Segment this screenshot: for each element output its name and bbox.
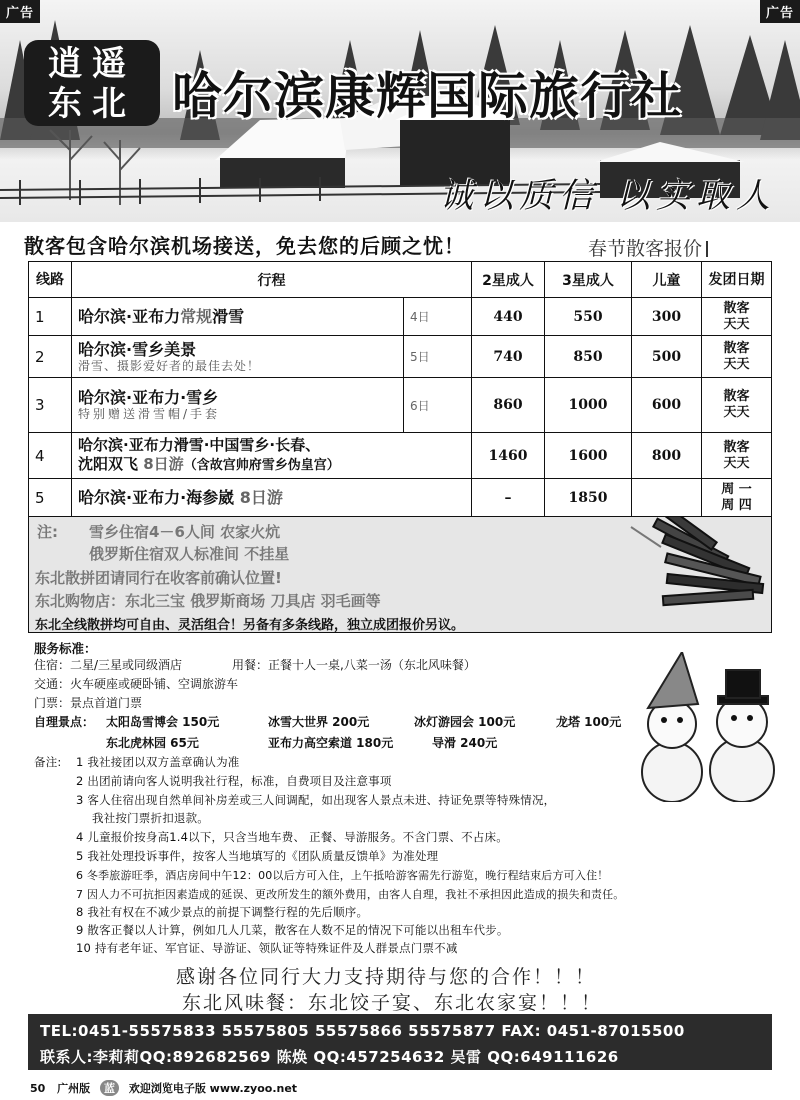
row-departure [702,378,772,433]
route-part: 沈阳双飞 [78,455,139,473]
remark-item: 9 散客正餐以人计算，例如几人几菜，散客在人数不足的情况下可能以出租车代步。 [76,923,509,937]
table-row [29,433,772,479]
ad-label-left: 广告 [0,0,40,23]
row-num: 1 [29,298,72,336]
row-days: 6日 [404,378,472,433]
notes-label: 注: [37,523,58,541]
notes-line: 雪乡住宿4－6人间 农家火炕 [89,523,281,541]
dep-line: 周 四 [721,497,752,513]
header-star3: 3星成人 [545,262,632,298]
remark-item: 7 因人力不可抗拒因素造成的延误、更改所发生的额外费用，由客人自理，我社不承担因此造成的损失和责任。 [76,888,625,901]
row-child: 600 [632,378,702,433]
firecracker-icon [621,517,771,633]
notes-line: 东北购物店：东北三宝 俄罗斯商场 刀具店 羽毛画等 [35,592,381,610]
route-part: 哈尔滨·亚布力 [78,307,181,326]
remarks-label: 备注: [34,755,62,769]
ad-label-right: 广告 [760,0,800,23]
service-self-label: 自理景点： [34,715,95,729]
service-title: 服务标准： [34,641,97,656]
route-price-table [28,261,772,517]
service-tickets: 门票：景点首道门票 [34,696,143,710]
route-sub: 特别赠送滑雪帽/手套 [78,407,221,421]
footer-tel: TEL:0451-55575833 55575805 55575866 55575877 FAX: 0451-87015500 [40,1022,685,1040]
table-row [29,336,772,378]
notes-line: 东北全线散拼均可自由、灵活组合！另备有多条线路，独立成团报价另议。 [35,618,465,633]
hero-banner [0,0,800,222]
notes-line: 东北散拼团请同行在收客前确认位置! [35,569,282,587]
row-star3: 1000 [545,378,632,433]
dep-line: 天天 [723,455,750,471]
logo-line1: 逍遥 [48,44,136,84]
row-star2: 740 [472,336,545,378]
page-number: 50 [30,1082,46,1095]
food-line: 东北风味餐：东北饺子宴、东北农家宴！！！ [182,992,603,1014]
dep-line: 天天 [723,356,750,372]
row-star3: 850 [545,336,632,378]
self-item: 导滑 240元 [432,736,498,750]
route-part: 滑雪 [212,307,245,326]
table-row [29,479,772,517]
dep-line: 天天 [723,405,750,420]
route-part: 8日游 [143,455,184,473]
remark-item: 10 持有老年证、军官证、导游证、领队证等特殊证件及人群景点门票不减 [76,941,458,955]
remark-item: 5 我社处理投诉事件，按客人当地填写的《团队质量反馈单》为准处理 [76,849,439,863]
row-departure [702,336,772,378]
logo-badge [24,40,160,126]
service-meal: 用餐：正餐十人一桌,八菜一汤（东北风味餐） [232,658,476,672]
row-route [72,336,404,378]
self-item: 太阳岛雪博会 150元 [106,715,220,729]
remark-item: 2 出团前请向客人说明我社行程，标准，自费项目及注意事项 [76,774,392,788]
row-child: 500 [632,336,702,378]
route-main: 哈尔滨·雪乡美景 [78,339,197,359]
row-num: 3 [29,378,72,433]
route-main: 哈尔滨·亚布力·雪乡 [78,388,219,407]
header-child: 儿童 [632,262,702,298]
row-route [72,433,472,479]
self-item: 东北虎林园 65元 [106,736,199,750]
row-star2: 860 [472,378,545,433]
slogan: 诚以质信 以实取人 [439,176,776,216]
row-star3: 1600 [545,433,632,479]
route-part: 哈尔滨·亚布力·海参崴 [78,488,235,507]
self-item: 亚布力高空索道 180元 [268,736,394,750]
contact-footer [28,1014,772,1070]
notes-line: 俄罗斯住宿双人标准间 不挂星 [89,545,290,563]
page-site: 欢迎浏览电子版 www.zyoo.net [128,1082,298,1095]
table-header-row [29,262,772,298]
row-child [632,479,702,517]
table-row [29,298,772,336]
header-star2: 2星成人 [472,262,545,298]
price-label [588,234,708,261]
row-star3: 1850 [545,479,632,517]
row-child: 800 [632,433,702,479]
service-stay: 住宿：二星/三星或同级酒店 [34,658,183,672]
table-row [29,378,772,433]
self-item: 龙塔 100元 [556,715,622,729]
route-sub: 滑雪、摄影爱好者的最佳去处！ [78,358,261,373]
row-route [72,479,472,517]
logo-line2: 东北 [48,84,136,124]
snowman-illustration [622,652,792,802]
row-route [72,378,404,433]
row-departure [702,479,772,517]
header-departure: 发团日期 [702,262,772,298]
dep-line: 散客 [723,389,750,404]
self-item: 冰灯游园会 100元 [414,715,516,729]
row-star2: 1460 [472,433,545,479]
dep-line: 周 一 [721,481,752,497]
route-part: 常规 [180,307,213,326]
row-num: 2 [29,336,72,378]
route-part: 8日游 [239,488,283,507]
self-item: 冰雪大世界 200元 [268,715,370,729]
price-label-bar [706,241,708,257]
remark-item: 8 我社有权在不减少景点的前提下调整行程的先后顺序。 [76,905,369,919]
row-days: 5日 [404,336,472,378]
service-traffic: 交通：火车硬座或硬卧铺、空调旅游车 [34,677,239,691]
route-part: （含故宫帅府雪乡伪皇宫） [183,458,340,473]
row-route [72,298,404,336]
tagline: 散客包含哈尔滨机场接送，免去您的后顾之忧！ [24,234,465,258]
price-label-text: 春节散客报价 [588,238,703,260]
row-num: 5 [29,479,72,517]
row-departure [702,433,772,479]
remark-item: 我社按门票折扣退款。 [92,811,209,825]
remark-item: 1 我社接团以双方盖章确认为准 [76,755,240,769]
thanks-line: 感谢各位同行大力支持期待与您的合作！！！ [176,966,597,988]
remark-item: 4 儿童报价按身高1.4以下，只含当地车费、 正餐、导游服务。不含门票、不占床。 [76,830,508,844]
footer-contacts: 联系人:李莉莉QQ:892682569 陈焕 QQ:457254632 吴雷 QQ:649111626 [40,1048,619,1066]
row-star2: 440 [472,298,545,336]
row-child: 300 [632,298,702,336]
page-edition: 广州版 [57,1082,91,1095]
remark-item: 6 冬季旅游旺季，酒店房间中午12：00以后方可入住，上午抵哈游客需先行游览，晚行程结束后方可入住！ [76,869,609,882]
dep-line: 天天 [723,316,750,332]
row-star2: – [472,479,545,517]
row-days: 4日 [404,298,472,336]
notes-block [28,517,772,633]
edition-badge: 蓝 [100,1080,119,1096]
company-name: 哈尔滨康辉国际旅行社 [172,67,682,125]
row-star3: 550 [545,298,632,336]
route-line1: 哈尔滨·亚布力滑雪·中国雪乡·长春、 [78,436,321,454]
dep-line: 散客 [723,300,750,316]
header-route: 行程 [72,262,472,298]
dep-line: 散客 [723,439,750,455]
dep-line: 散客 [723,340,750,356]
row-num: 4 [29,433,72,479]
page-info [30,1080,297,1096]
row-departure [702,298,772,336]
remark-item: 3 客人住宿出现自然单间补房差或三人间调配，如出现客人景点未进、持证免票等特殊情况， [76,793,556,807]
header-line: 线路 [29,262,72,298]
